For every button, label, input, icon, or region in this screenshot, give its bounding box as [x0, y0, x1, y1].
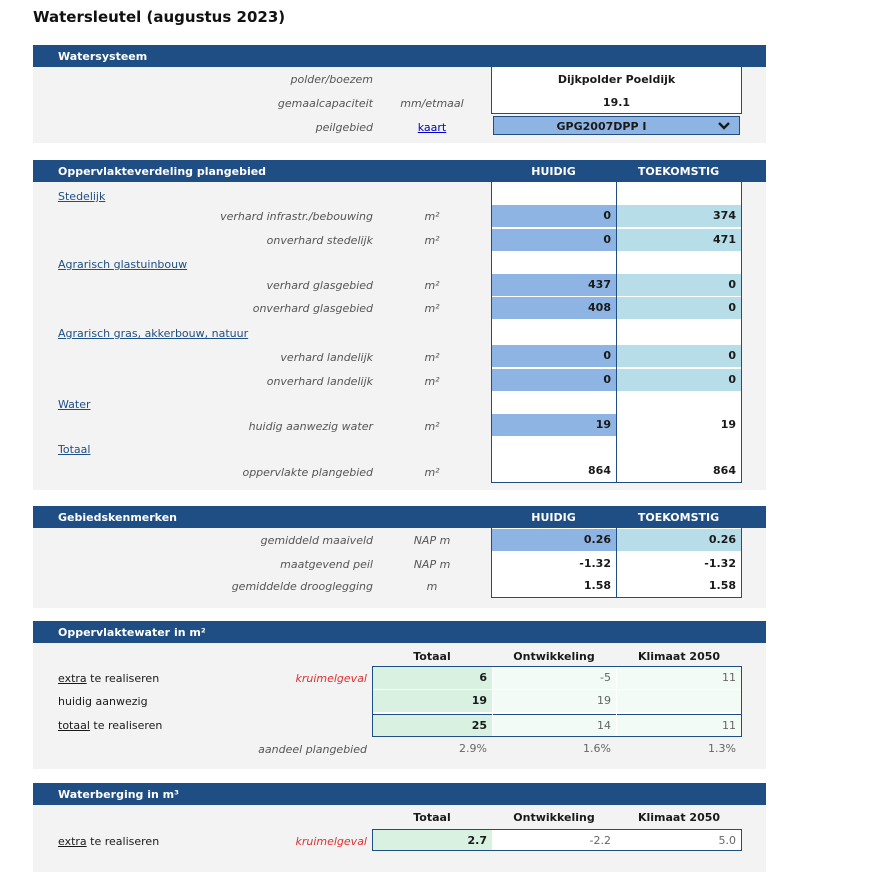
oppwater-extra-rest: te realiseren	[86, 672, 160, 685]
opp-future-value: 0	[617, 345, 741, 367]
oppwater-aandeel-label: aandeel plangebied	[258, 743, 367, 756]
oppwater-col-totaal: Totaal	[413, 650, 451, 663]
section-gras[interactable]: Agrarisch gras, akkerbouw, natuur	[58, 327, 249, 340]
berging-col-totaal: Totaal	[413, 811, 451, 824]
opp-row-unit: m²	[424, 466, 440, 479]
opp-now-value: 0	[492, 205, 616, 227]
gebied-row-label: gemiddeld maaiveld	[260, 534, 373, 547]
opp-row-unit: m²	[424, 351, 440, 364]
berging-kruimel: kruimelgeval	[295, 835, 367, 848]
gebied-row-unit: m	[426, 580, 438, 593]
gebied-now-value: 0.26	[492, 529, 616, 551]
peil-link-wrap	[382, 121, 482, 134]
oppwater-huidig-totaal: 19	[373, 690, 492, 712]
gebied-header	[33, 506, 766, 528]
gebied-col-toekomstig: TOEKOMSTIG	[637, 511, 720, 524]
oppwater-totaal-label	[58, 719, 162, 732]
peilgebied-select[interactable]	[493, 116, 740, 135]
watersysteem-header	[33, 45, 766, 67]
opp-row-label: onverhard landelijk	[266, 375, 373, 388]
gebied-title: Gebiedskenmerken	[58, 511, 177, 524]
oppwater-header	[33, 621, 766, 643]
opp-row-label: verhard infrastr./bebouwing	[220, 210, 373, 223]
opp-col-future-box	[616, 182, 742, 483]
opp-row-label: onverhard glasgebied	[252, 302, 373, 315]
opp-now-value: 408	[492, 297, 616, 319]
berging-totaal-value: 2.7	[372, 829, 493, 851]
opp-row-label: onverhard stedelijk	[266, 234, 373, 247]
gebied-future-value: -1.32	[704, 557, 736, 570]
opp-row-label: verhard glasgebied	[266, 279, 373, 292]
berging-col-ontwikkeling: Ontwikkeling	[513, 811, 595, 824]
gebied-row-label: gemiddelde drooglegging	[231, 580, 373, 593]
opp-row-unit: m²	[424, 210, 440, 223]
gemaal-value: 19.1	[602, 96, 631, 109]
chevron-down-icon	[717, 121, 731, 131]
opp-row-label: huidig aanwezig water	[248, 420, 373, 433]
opp-future-value: 864	[713, 464, 736, 477]
berging-ontw-value: -2.2	[492, 829, 617, 851]
opp-now-value: 0	[492, 229, 616, 251]
opp-row-unit: m²	[424, 375, 440, 388]
oppwater-huidig-label: huidig aanwezig	[58, 695, 148, 708]
oppwater-extra-link[interactable]: extra	[58, 672, 87, 685]
opp-col-toekomstig: TOEKOMSTIG	[637, 165, 720, 178]
opp-future-value: 374	[617, 205, 741, 227]
gebied-future-value: 0.26	[617, 529, 741, 551]
opp-now-value: 0	[492, 369, 616, 391]
oppwater-totaal-link[interactable]: totaal	[58, 719, 90, 732]
oppwater-totaal-totaal: 25	[373, 714, 492, 736]
opp-now-value: 0	[492, 345, 616, 367]
opp-title: Oppervlakteverdeling plangebied	[58, 165, 267, 178]
berging-extra-rest: te realiseren	[86, 835, 160, 848]
opp-now-value: 19	[492, 414, 616, 436]
oppwater-totaal-rest: te realiseren	[89, 719, 163, 732]
oppwater-col-klimaat: Klimaat 2050	[637, 650, 721, 663]
berging-extra-label	[58, 835, 159, 848]
opp-future-value: 0	[617, 369, 741, 391]
oppwater-aandeel-ontw: 1.6%	[583, 742, 611, 755]
gebied-row-unit: NAP m	[413, 534, 451, 547]
oppwater-title: Oppervlaktewater in m²	[58, 626, 206, 639]
oppwater-totaal-ontw: 14	[493, 714, 616, 736]
section-glastuinbouw[interactable]: Agrarisch glastuinbouw	[58, 258, 188, 271]
opp-row-unit: m²	[424, 302, 440, 315]
opp-future-value: 0	[617, 297, 741, 319]
oppwater-extra-klimaat: 11	[617, 667, 741, 689]
opp-row-unit: m²	[424, 279, 440, 292]
oppwater-extra-label	[58, 672, 159, 685]
oppwater-extra-totaal: 6	[373, 667, 492, 689]
opp-future-value: 0	[617, 274, 741, 296]
gebied-now-value: -1.32	[579, 557, 611, 570]
polder-value: Dijkpolder Poeldijk	[557, 73, 676, 86]
opp-future-value: 19	[617, 414, 741, 436]
oppwater-kruimel: kruimelgeval	[295, 672, 367, 685]
opp-row-label: oppervlakte plangebied	[242, 466, 373, 479]
gebied-future-value: 1.58	[708, 579, 736, 592]
oppwater-col-ontwikkeling: Ontwikkeling	[513, 650, 595, 663]
berging-header	[33, 783, 766, 805]
berging-col-klimaat: Klimaat 2050	[637, 811, 721, 824]
berging-extra-link[interactable]: extra	[58, 835, 87, 848]
opp-header	[33, 160, 766, 182]
section-stedelijk[interactable]: Stedelijk	[58, 190, 106, 203]
opp-now-value: 437	[492, 274, 616, 296]
opp-row-label: verhard landelijk	[280, 351, 373, 364]
opp-col-now-box	[491, 182, 617, 483]
peilgebied-select-value: GPG2007DPP I	[556, 120, 647, 133]
gebied-col-huidig: HUIDIG	[531, 511, 576, 524]
gebied-row-label: maatgevend peil	[280, 558, 373, 571]
opp-now-value: 864	[588, 464, 611, 477]
gemaal-label: gemaalcapaciteit	[277, 97, 373, 110]
oppwater-extra-ontw: -5	[493, 667, 616, 689]
opp-row-unit: m²	[424, 420, 440, 433]
gebied-row-unit: NAP m	[413, 558, 451, 571]
gemaal-unit: mm/etmaal	[400, 97, 464, 110]
oppwater-aandeel-klimaat: 1.3%	[708, 742, 736, 755]
opp-row-unit: m²	[424, 234, 440, 247]
berging-title: Waterberging in m³	[58, 788, 179, 801]
kaart-link[interactable]: kaart	[417, 121, 447, 134]
opp-future-value: 471	[617, 229, 741, 251]
watersysteem-title: Watersysteem	[58, 50, 148, 63]
page-title: Watersleutel (augustus 2023)	[33, 8, 286, 26]
opp-col-huidig: HUIDIG	[531, 165, 576, 178]
gebied-now-value: 1.58	[583, 579, 611, 592]
section-totaal[interactable]: Totaal	[58, 443, 91, 456]
oppwater-huidig-klimaat	[617, 690, 741, 712]
section-water[interactable]: Water	[58, 398, 91, 411]
peil-label: peilgebied	[315, 121, 373, 134]
oppwater-totaal-klimaat: 11	[617, 714, 741, 736]
oppwater-aandeel-totaal: 2.9%	[459, 742, 487, 755]
berging-klimaat-value: 5.0	[616, 829, 742, 851]
polder-label: polder/boezem	[290, 73, 373, 86]
oppwater-huidig-ontw: 19	[493, 690, 616, 712]
